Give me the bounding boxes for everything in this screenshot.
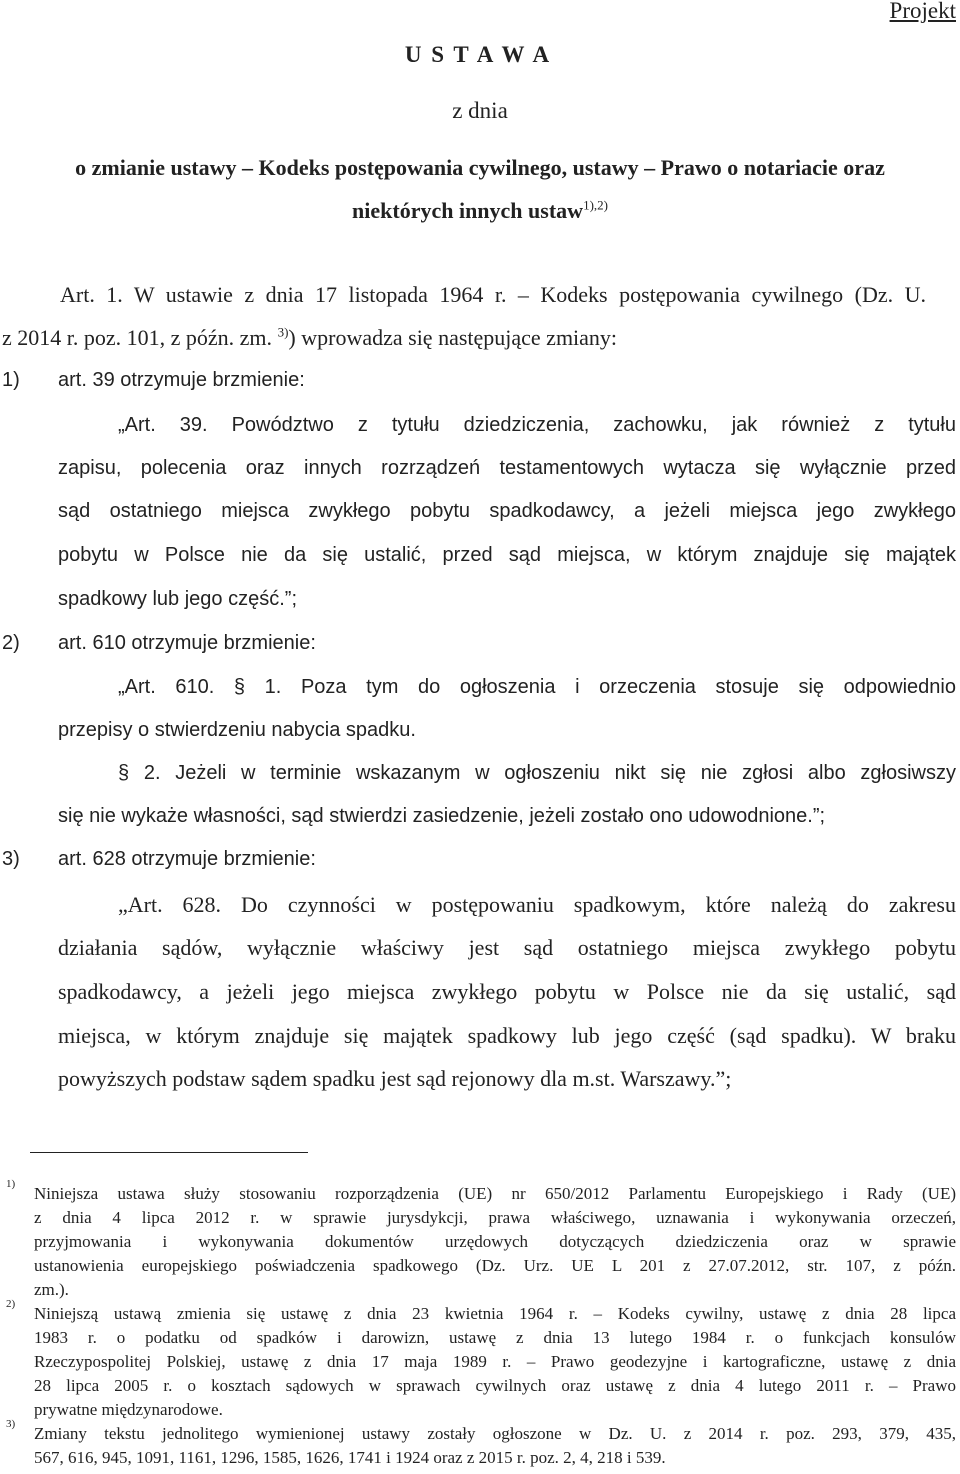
art1-line-2b: ) wprowadza się następujące zmiany: bbox=[288, 325, 618, 350]
footnote-2-line: Rzeczypospolitej Polskiej, ustawę z dnia 17 maja 1989 r. – Prawo geodezyjne i kartograficzne, ustawę z dnia bbox=[34, 1352, 956, 1371]
act-subject-line-2 bbox=[0, 198, 960, 224]
footnote-1-line: Niniejsza ustawa służy stosowaniu rozporządzenia (UE) nr 650/2012 Parlamentu Europejskiego i Rady (UE) bbox=[34, 1184, 956, 1203]
point-2-text-line: „Art. 610. § 1. Poza tym do ogłoszenia i orzeczenia stosuje się odpowiednio bbox=[118, 676, 956, 698]
act-subject-line-2-text: niektórych innych ustaw bbox=[352, 198, 584, 223]
point-2-text-line: § 2. Jeżeli w terminie wskazanym w ogłoszeniu nikt się nie zgłosi albo zgłosiwszy bbox=[118, 762, 956, 784]
point-1-text-line: spadkowy lub jego część.”; bbox=[58, 588, 298, 610]
footnote-1-line: ustanowienia europejskiego poświadczenia spadkowego (Dz. Urz. UE L 201 z 27.07.2012, str. 107, z późn. bbox=[34, 1256, 956, 1275]
art1-line-2 bbox=[2, 325, 617, 351]
point-3-text-line: powyższych podstaw sądem spadku jest sąd rejonowy dla m.st. Warszawy.”; bbox=[58, 1066, 732, 1091]
footnote-2-line: prywatne międzynarodowe. bbox=[34, 1400, 223, 1419]
footnote-2-line: 28 lipca 2005 r. o kosztach sądowych w sprawach cywilnych oraz ustawę z dnia 4 lutego 2011 r. – Prawo bbox=[34, 1376, 956, 1395]
footnote-2-line: 1983 r. o podatku od spadków i darowizn, ustawę z dnia 13 lutego 1984 r. o funkcjach konsulów bbox=[34, 1328, 956, 1347]
point-2-intro: art. 610 otrzymuje brzmienie: bbox=[58, 632, 316, 654]
point-3-text-line: miejsca, w którym znajduje się majątek spadkowy lub jego część (sąd spadku). W braku bbox=[58, 1023, 956, 1048]
point-3-text-line: spadkodawcy, a jeżeli jego miejsca zwykłego pobytu w Polsce nie da się ustalić, sąd bbox=[58, 979, 956, 1004]
point-3-number: 3) bbox=[2, 848, 20, 870]
draft-label: Projekt bbox=[889, 0, 956, 23]
footnote-1-line: z dnia 4 lipca 2012 r. w sprawie jurysdykcji, prawa właściwego, uznawania i wykonywania orzeczeń, bbox=[34, 1208, 956, 1227]
art1-line-2a: z 2014 r. poz. 101, z późn. zm. bbox=[2, 325, 273, 350]
footnote-3-mark: 3) bbox=[6, 1418, 16, 1430]
point-2-text-line: się nie wykaże własności, sąd stwierdzi zasiedzenie, jeżeli zostało ono udowodnione.”; bbox=[58, 805, 826, 827]
art1-line-1: Art. 1. W ustawie z dnia 17 listopada 1964 r. – Kodeks postępowania cywilnego (Dz. U. bbox=[60, 282, 926, 307]
footnote-2-line: Niniejszą ustawą zmienia się ustawę z dnia 23 kwietnia 1964 r. – Kodeks cywilny, ustawę z dnia 28 lipca bbox=[34, 1304, 956, 1323]
act-date-line: z dnia bbox=[452, 98, 508, 123]
act-subject-line-1: o zmianie ustawy – Kodeks postępowania cywilnego, ustawy – Prawo o notariacie oraz bbox=[75, 155, 885, 180]
point-3-intro: art. 628 otrzymuje brzmienie: bbox=[58, 848, 316, 870]
point-1-text-line: sąd ostatniego miejsca zwykłego pobytu spadkodawcy, a jeżeli miejsca jego zwykłego bbox=[58, 500, 956, 522]
footnote-3-line: Zmiany tekstu jednolitego wymienionej ustawy zostały ogłoszone w Dz. U. z 2014 r. poz. 293, 379, 435, bbox=[34, 1424, 956, 1443]
footnote-1-mark: 1) bbox=[6, 1178, 16, 1190]
point-1-number: 1) bbox=[2, 369, 20, 391]
footnote-2-mark: 2) bbox=[6, 1298, 16, 1310]
point-2-text-line: przepisy o stwierdzeniu nabycia spadku. bbox=[58, 719, 416, 741]
point-2-number: 2) bbox=[2, 632, 20, 654]
footnote-3-line: 567, 616, 945, 1091, 1161, 1296, 1585, 1626, 1741 i 1924 oraz z 2015 r. poz. 2, 4, 218 i 539. bbox=[34, 1448, 666, 1467]
point-1-text-line: zapisu, polecenia oraz innych rozrządzeń testamentowych wytacza się wyłącznie przed bbox=[58, 457, 956, 479]
point-1-text-line: „Art. 39. Powództwo z tytułu dziedziczenia, zachowku, jak również z tytułu bbox=[118, 414, 956, 436]
act-title-text: U S T A W A bbox=[404, 42, 552, 67]
act-title bbox=[0, 42, 960, 68]
point-1-text-line: pobytu w Polsce nie da się ustalić, przed sąd miejsca, w którym znajduje się majątek bbox=[58, 544, 956, 566]
footnote-1-line: przyjmowania i wykonywania dokumentów urzędowych dotyczących dziedziczenia oraz w sprawie bbox=[34, 1232, 956, 1251]
footnote-ref-1-2: 1),2) bbox=[583, 197, 608, 213]
footnote-ref-3: 3) bbox=[277, 324, 289, 340]
point-3-text-line: działania sądów, wyłącznie właściwy jest sąd ostatniego miejsca zwykłego pobytu bbox=[58, 935, 956, 960]
point-3-text-line: „Art. 628. Do czynności w postępowaniu spadkowym, które należą do zakresu bbox=[118, 892, 956, 917]
footnote-1-line: zm.). bbox=[34, 1280, 69, 1299]
footnote-separator bbox=[30, 1152, 308, 1153]
point-1-intro: art. 39 otrzymuje brzmienie: bbox=[58, 369, 305, 391]
